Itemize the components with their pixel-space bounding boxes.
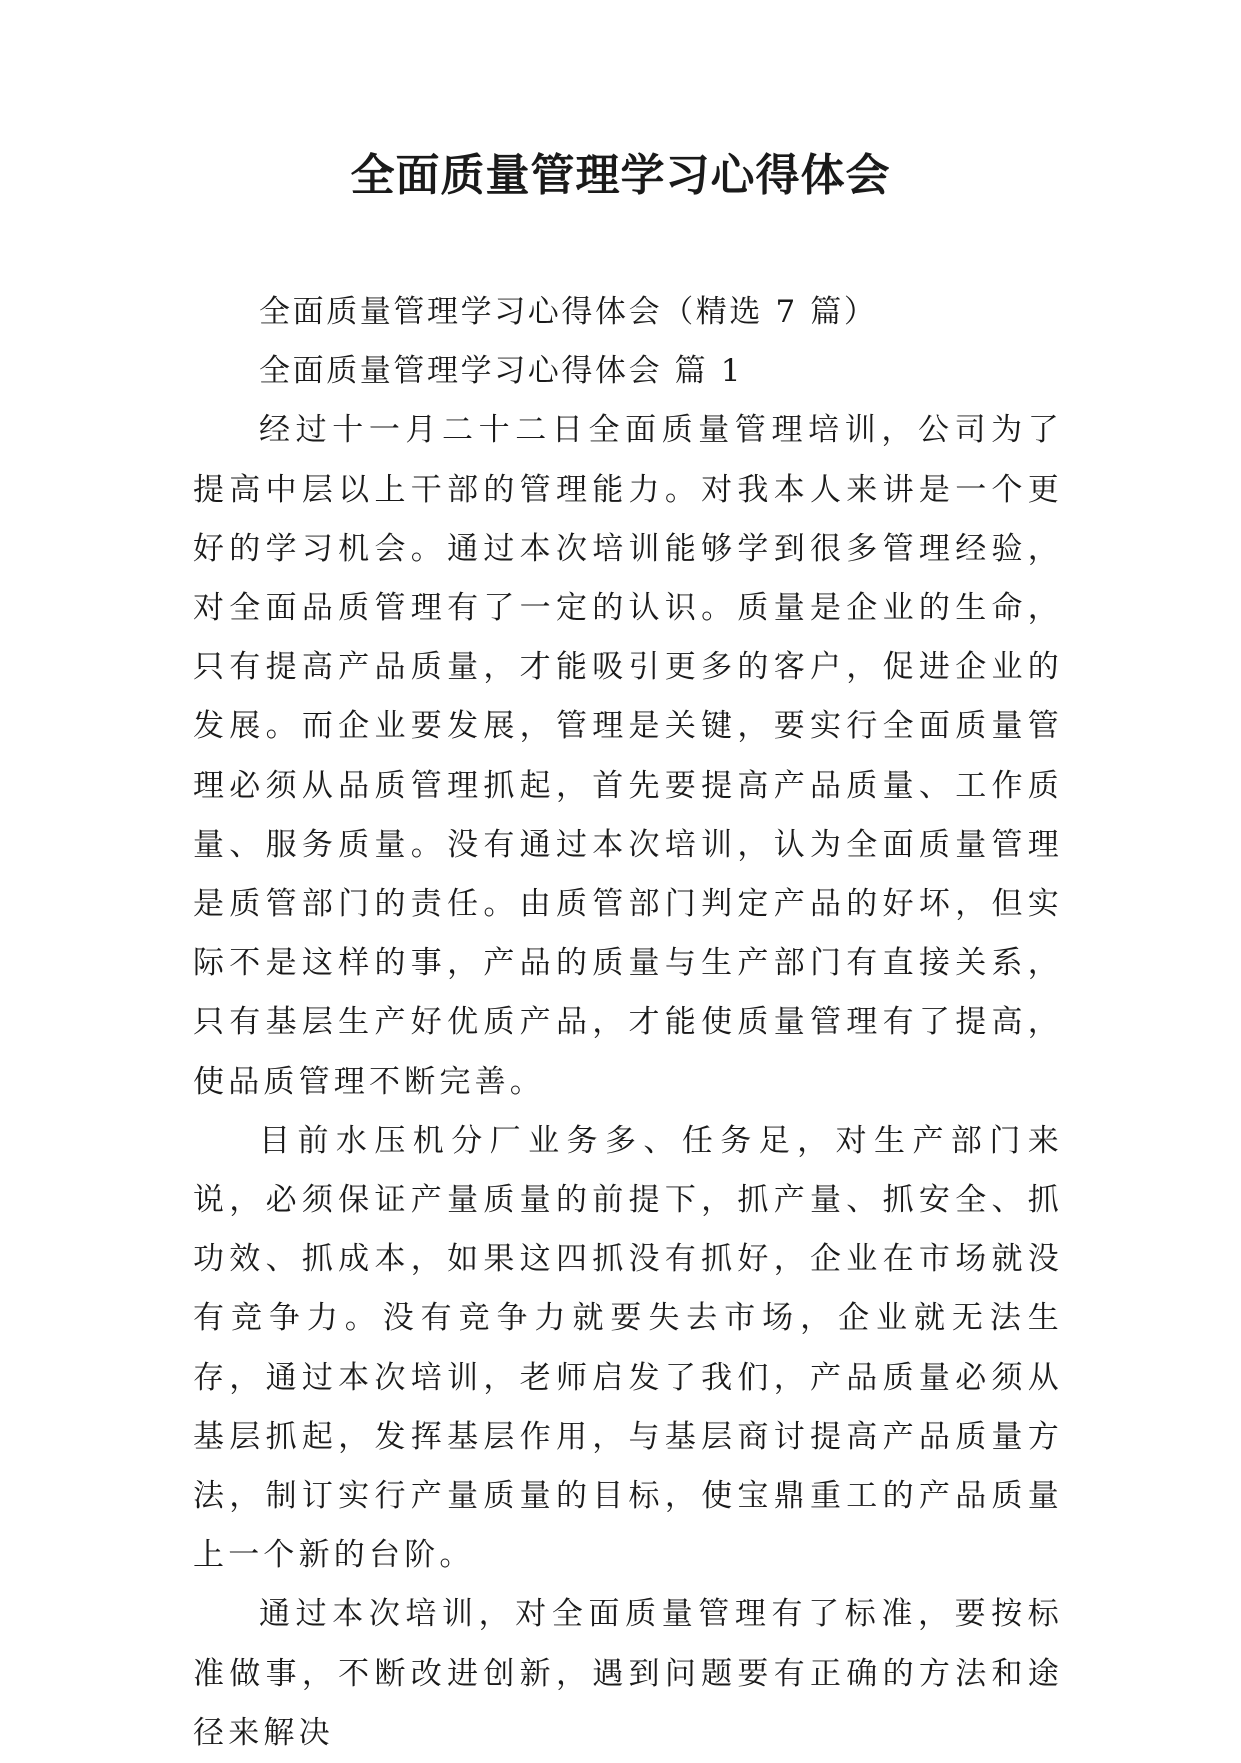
section-heading: 全面质量管理学习心得体会 篇 1 <box>259 353 744 390</box>
document-subtitle: 全面质量管理学习心得体会（精选 7 篇） <box>259 294 878 330</box>
body-paragraph-1: 经过十一月二十二日全面质量管理培训，公司为了提高中层以上干部的管理能力。对我本人来讲是一个更好的学习机会。通过本次培训能够学到很多管理经验，对全面品质管理有了一定的认识。质量是企业的生命，只有提高产品质量，才能吸引更多的客户，促进企业的发展。而企业要发展，管理是关键，要实行全面质量管理必须从品质管理抓起，首先要提高产品质量、工作质量、服务质量。没有通过本次培训，认为全面质量管理是质管部门的责任。由质管部门判定产品的好坏，但实际不是这样的事，产品的质量与生产部门有直接关系，只有基层生产好优质产品，才能使质量管理有了提高，使品质管理不断完善。 <box>193 412 1063 1100</box>
document-title: 全面质量管理学习心得体会 <box>350 150 891 201</box>
body-paragraph-2: 目前水压机分厂业务多、任务足，对生产部门来说，必须保证产量质量的前提下，抓产量、抓安全、抓功效、抓成本，如果这四抓没有抓好，企业在市场就没有竞争力。没有竞争力就要失去市场，企业就无法生存，通过本次培训，老师启发了我们，产品质量必须从基层抓起，发挥基层作用，与基层商讨提高产品质量方法，制订实行产量质量的目标，使宝鼎重工的产品质量上一个新的台阶。 <box>193 1122 1063 1574</box>
body-paragraph-3: 通过本次培训，对全面质量管理有了标准，要按标准做事，不断改进创新，遇到问题要有正确的方法和途径来解决 <box>193 1596 1063 1751</box>
document-body <box>193 283 1063 1763</box>
